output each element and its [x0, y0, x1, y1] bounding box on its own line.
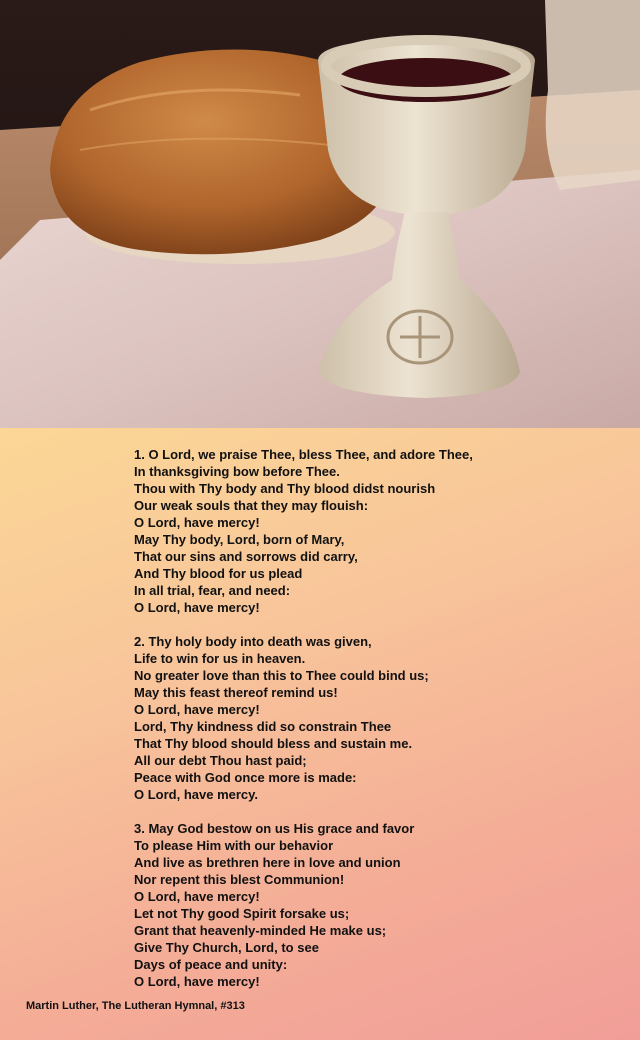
hymn-line: May this feast thereof remind us!: [134, 685, 338, 700]
hymn-line: O Lord, have mercy.: [134, 787, 259, 802]
hymn-line: Let not Thy good Spirit forsake us;: [134, 906, 350, 921]
hymn-line: 3. May God bestow on us His grace and favor: [134, 821, 415, 836]
hymn-line: In thanksgiving bow before Thee.: [134, 464, 340, 479]
hymn-line: No greater love than this to Thee could bind us;: [134, 668, 429, 683]
hymn-lyrics: [134, 446, 624, 1007]
hymn-line: O Lord, have mercy!: [134, 974, 260, 989]
hymn-line: That our sins and sorrows did carry,: [134, 549, 358, 564]
communion-illustration: [0, 0, 640, 428]
hymn-line: O Lord, have mercy!: [134, 600, 260, 615]
hymn-line: O Lord, have mercy!: [134, 889, 260, 904]
hymn-line: Grant that heavenly-minded He make us;: [134, 923, 387, 938]
hymn-line: 1. O Lord, we praise Thee, bless Thee, and adore Thee,: [134, 447, 473, 462]
hymn-line: Our weak souls that they may flouish:: [134, 498, 369, 513]
hymn-line: And Thy blood for us plead: [134, 566, 303, 581]
communion-photo: [0, 0, 640, 428]
hymn-line: That Thy blood should bless and sustain me.: [134, 736, 413, 751]
hymn-line: Peace with God once more is made:: [134, 770, 357, 785]
hymn-line: O Lord, have mercy!: [134, 515, 260, 530]
hymn-line: To please Him with our behavior: [134, 838, 334, 853]
hymn-text-panel: [0, 428, 640, 1040]
hymn-line: May Thy body, Lord, born of Mary,: [134, 532, 345, 547]
stanza-2: [134, 633, 624, 803]
hymn-line: 2. Thy holy body into death was given,: [134, 634, 372, 649]
hymn-line: Nor repent this blest Communion!: [134, 872, 345, 887]
hymn-line: Lord, Thy kindness did so constrain Thee: [134, 719, 392, 734]
hymn-line: Days of peace and unity:: [134, 957, 288, 972]
hymn-line: Life to win for us in heaven.: [134, 651, 306, 666]
hymn-line: Thou with Thy body and Thy blood didst nourish: [134, 481, 436, 496]
hymn-line: In all trial, fear, and need:: [134, 583, 291, 598]
hymn-line: And live as brethren here in love and union: [134, 855, 401, 870]
stanza-3: [134, 820, 624, 990]
hymn-line: O Lord, have mercy!: [134, 702, 260, 717]
hymn-line: Give Thy Church, Lord, to see: [134, 940, 319, 955]
stanza-1: [134, 446, 624, 616]
attribution: Martin Luther, The Lutheran Hymnal, #313: [26, 1000, 245, 1012]
hymn-line: All our debt Thou hast paid;: [134, 753, 307, 768]
